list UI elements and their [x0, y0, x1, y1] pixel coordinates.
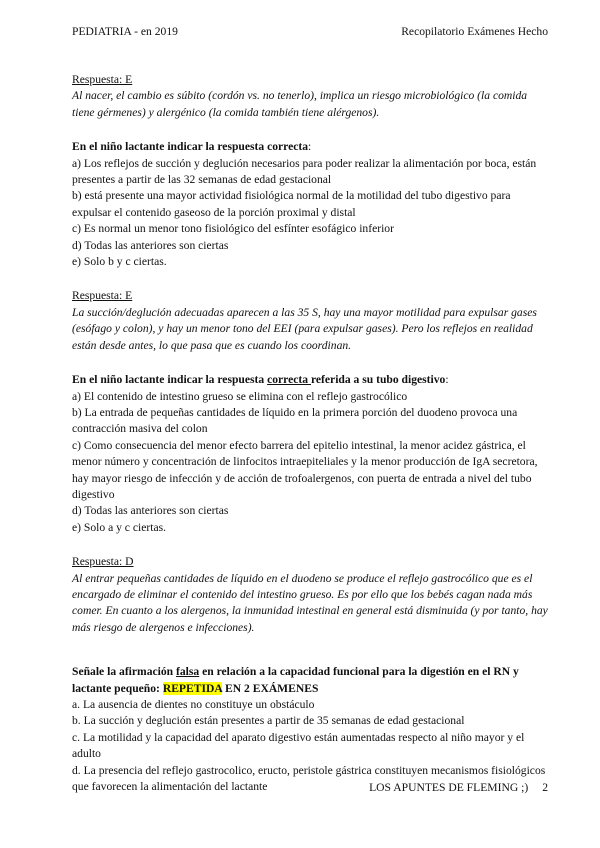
option-a: a) Los reflejos de succión y deglución necesarios para poder realizar la alimentación por boca, están presentes a partir de las 32 semanas de edad gestacional: [72, 156, 537, 187]
page-number: 2: [542, 781, 548, 794]
option-b: b) está presente una mayor actividad fisiológica normal de la motilidad del tubo digestivo para expulsar el contenido gaseoso de la porción proximal y distal: [72, 189, 511, 219]
option-c: c) Como consecuencia del menor efecto barrera del epitelio intestinal, la menor acidez gástrica, el menor número y concentración de linfocitos intraepiteliales y la menor producción de IgA secretora, hay mayor riesgo de infección y de acción de trofoalergenos, con puerta de entrada a nivel del tubo digestivo: [72, 438, 538, 501]
header-right: Recopilatorio Exámenes Hecho: [401, 25, 548, 38]
question-stem-part: En el niño lactante indicar la respuesta: [72, 373, 268, 387]
document-body: [72, 72, 552, 795]
answer-label: Respuesta: E: [72, 73, 133, 86]
option-a: a) El contenido de intestino grueso se elimina con el reflejo gastrocólico: [72, 389, 408, 403]
answer-explanation: La succión/deglución adecuadas aparecen a las 35 S, hay una mayor motilidad para expulsar gases (esófago y colon), y hay un menor tono del EEI (para expulsar gases). Pero los reflejos en realidad están desde antes, lo que pasa que es cuando los coordinan.: [72, 305, 537, 352]
answer-explanation: Al nacer, el cambio es súbito (cordón vs. no tenerlo), implica un riesgo microbiológico (la comida tiene gérmenes) y alergénico (la comida también tiene alérgenos).: [72, 89, 528, 119]
question-stem-text: En el niño lactante indicar la respuesta correcta: [72, 140, 309, 154]
answer-label: Respuesta: E: [72, 289, 133, 303]
footer-text: LOS APUNTES DE FLEMING ;): [369, 781, 529, 794]
question-stem: [72, 664, 552, 697]
answer-label: Respuesta: D: [72, 555, 134, 569]
option-b: b) La entrada de pequeñas cantidades de líquido en la primera porción del duodeno provoca una contracción masiva del colon: [72, 405, 518, 436]
option-c: c. La motilidad y la capacidad del aparato digestivo están aumentadas respecto al niño mayor y el adulto: [72, 730, 525, 761]
question-stem-part: en relación a la capacidad funcional para la digestión en el RN y lactante pequeño:: [72, 665, 519, 695]
repeated-highlight: REPETIDA: [162, 681, 223, 695]
option-d: d) Todas las anteriores son ciertas: [72, 238, 229, 252]
option-e: e) Solo a y c ciertas.: [72, 520, 167, 534]
question-stem-part: Señale la afirmación: [72, 665, 177, 679]
question-stem-tail: :: [308, 140, 312, 154]
question-stem: [72, 372, 552, 388]
question-stem-underlined: correcta: [267, 373, 311, 387]
page-footer: [369, 780, 548, 796]
question-stem-tail: :: [445, 373, 449, 387]
question-stem: [72, 139, 552, 155]
option-a: a. La ausencia de dientes no constituye un obstáculo: [72, 698, 315, 711]
answer-explanation: Al entrar pequeñas cantidades de líquido en el duodeno se produce el reflejo gastrocólico que es el encargado de eliminar el contenido del intestino grueso. Es por ello que los bebés cagan nada más comer. En cuanto a los alergenos, la inmunidad intestinal en general está disminuida (y por tanto, hay más riesgo de alergenos e infecciones).: [72, 571, 548, 634]
question-stem-part: EN 2 EXÁMENES: [222, 681, 319, 695]
option-e: e) Solo b y c ciertas.: [72, 255, 167, 269]
option-b: b. La succión y deglución están presentes a partir de 35 semanas de edad gestacional: [72, 714, 465, 728]
question-stem-part: referida a su tubo digestivo: [310, 373, 446, 387]
question-stem-underlined: falsa: [176, 665, 200, 679]
option-d: d. La presencia del reflejo gastrocolico, eructo, peristole gástrica constituyen mecanismos fisiológicos que favorecen la alimentación del lactante: [72, 763, 546, 794]
option-c: c) Es normal un menor tono fisiológico del esfínter esofágico inferior: [72, 222, 394, 236]
option-d: d) Todas las anteriores son ciertas: [72, 504, 229, 518]
header-left: PEDIATRIA - en 2019: [72, 25, 178, 38]
